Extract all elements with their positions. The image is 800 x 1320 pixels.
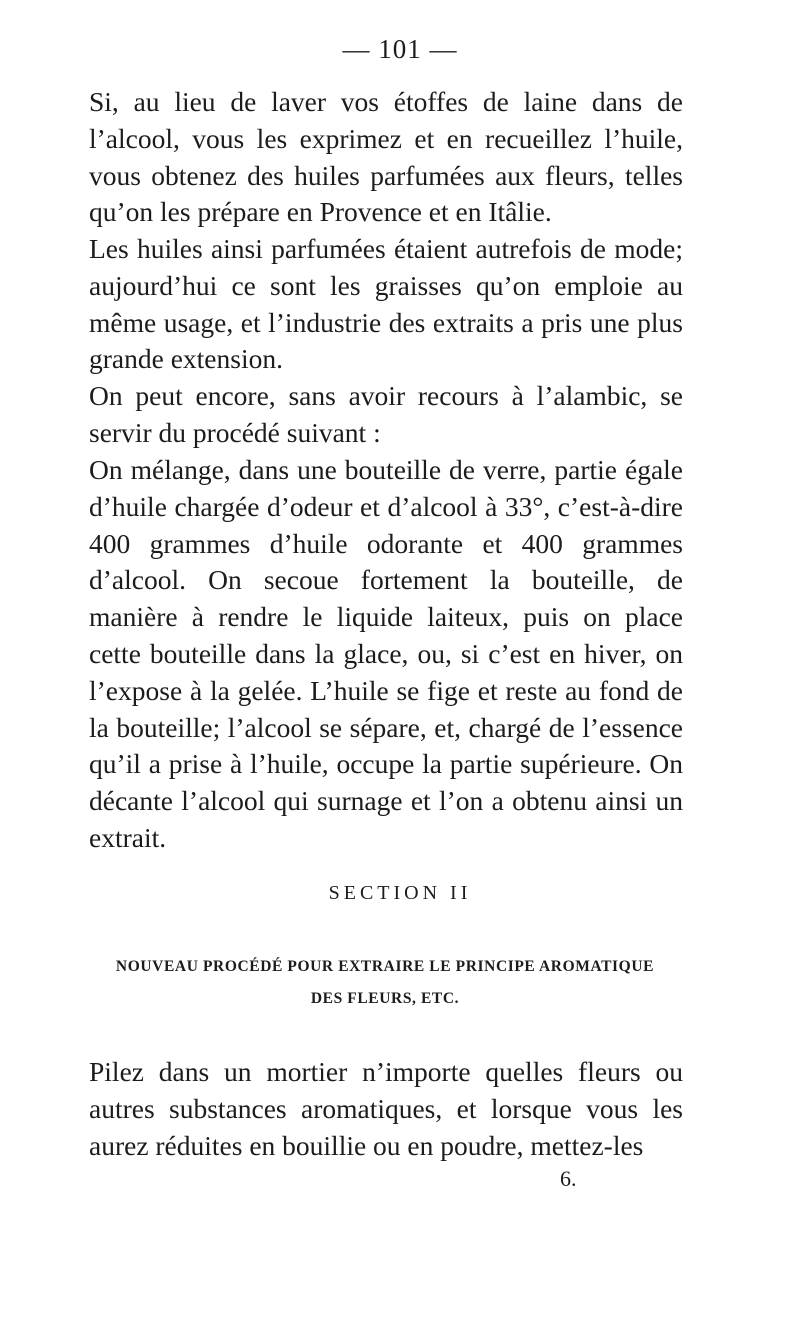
paragraph: Pilez dans un mortier n’importe quelles fleurs ou autres substances aromatiques, et lorsque vous les aurez réduites en bouillie ou en poudre, mettez-les — [89, 1056, 683, 1161]
main-text — [89, 84, 683, 857]
section-subheading — [70, 951, 700, 1015]
paragraph: Les huiles ainsi parfumées étaient autrefois de mode; aujourd’hui ce sont les graisses qu’on emploie au même usage, et l’industrie des extraits a pris une plus grande extension. — [89, 233, 683, 375]
subheading-line: NOUVEAU PROCÉDÉ POUR EXTRAIRE LE PRINCIPE AROMATIQUE — [115, 958, 655, 975]
subheading-line: DES FLEURS, ETC. — [310, 990, 460, 1007]
section-title: SECTION II — [328, 882, 472, 904]
page-number: — 101 — — [342, 34, 458, 64]
paragraph: On peut encore, sans avoir recours à l’alambic, se servir du procédé suivant : — [89, 380, 683, 448]
paragraph: Si, au lieu de laver vos étoffes de laine dans de l’alcool, vous les exprimez et en recueillez l’huile, vous obtenez des huiles parfumées aux fleurs, telles qu’on les prépare en Provence et en Itâlie. — [89, 86, 683, 228]
section-text — [89, 1053, 683, 1164]
paragraph: On mélange, dans une bouteille de verre, partie égale d’huile chargée d’odeur et d’alcool à 33°, c’est-à-dire 400 grammes d’huile odorante et 400 grammes d’alcool. On secoue fortement la bouteille, de manière à rendre le liquide laiteux, puis on place cette bouteille dans la glace, ou, si c’est en hiver, on l’expose à la gelée. L’huile se fige et reste au fond de la bouteille; l’alcool se sépare, et, chargé de l’essence qu’il a prise à l’huile, occupe la partie supérieure. On décante l’alcool qui surnage et l’on a obtenu ainsi un extrait. — [89, 454, 683, 853]
signature-mark: 6. — [560, 1166, 577, 1191]
